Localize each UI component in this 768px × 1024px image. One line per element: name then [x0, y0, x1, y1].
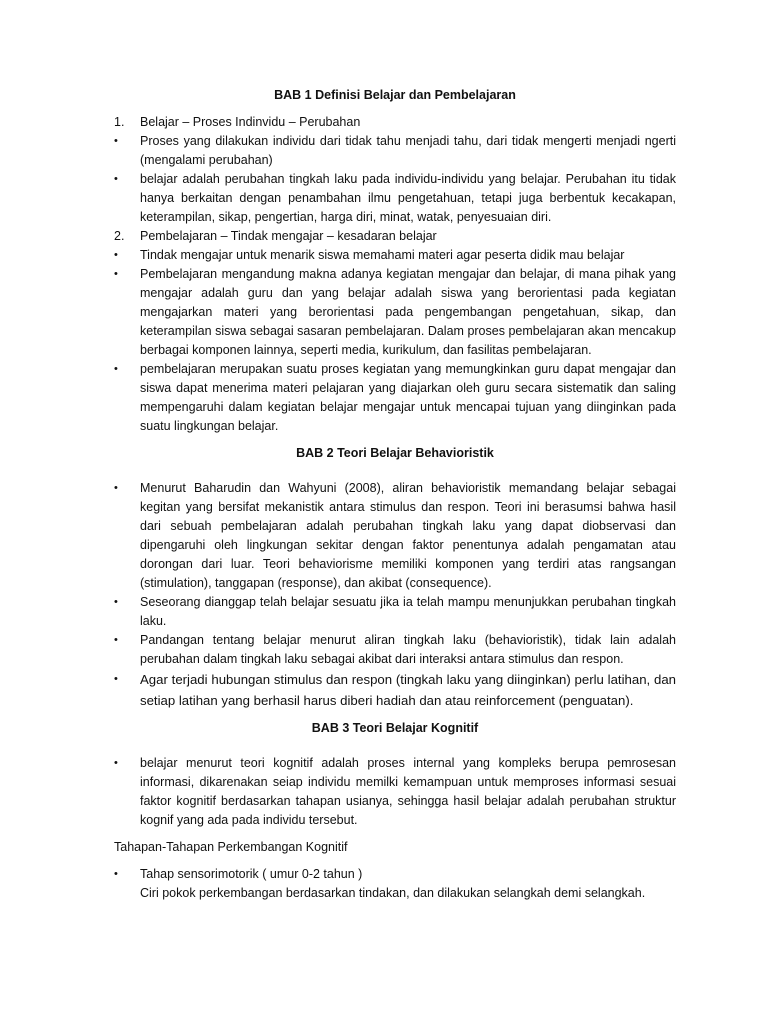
bullet-text: Menurut Baharudin dan Wahyuni (2008), aliran behavioristik memandang belajar sebagai kegitan yang bersifat mekanistik antara stimulus dan respon. Teori ini berasumsi bahwa hasil dari sebuah pembelajaran adalah perubahan tingkah laku yang dapat diobservasi dan dipengaruhi oleh lingkungan sekitar dengan faktor penentunya adalah pengamatan atau dorongan dari luar. Teori behaviorisme memiliki komponen yang terdiri atas rangsangan (stimulation), tanggapan (response), dan akibat (consequence).	[140, 481, 676, 590]
bullet-icon: •	[114, 868, 118, 880]
bullet-text: Pembelajaran mengandung makna adanya kegiatan mengajar dan belajar, di mana pihak yang mengajar adalah guru dan yang belajar adalah siswa yang berorientasi pada kegiatan mengajarkan materi yang berorientasi pada pengembangan pengetahuan, sikap, dan keterampilan siswa sebagai sasaran pembelajaran. Dalam proses pembelajaran akan mencakup berbagai komponen lainnya, seperti media, kurikulum, dan fasilitas pembelajaran.	[140, 267, 676, 357]
bullet-item	[114, 132, 676, 170]
bullet-text: Seseorang dianggap telah belajar sesuatu jika ia telah mampu menunjukkan perubahan tingkah laku.	[140, 595, 676, 628]
bullet-text: Agar terjadi hubungan stimulus dan respon (tingkah laku yang diinginkan) perlu latihan, dan setiap latihan yang berhasil harus diberi hadiah dan atau reinforcement (penguatan).	[140, 672, 676, 708]
bab2-heading: BAB 2 Teori Belajar Behavioristik	[296, 446, 494, 460]
bullet-item	[114, 754, 676, 830]
item-text: Belajar – Proses Indinvidu – Perubahan	[140, 115, 361, 129]
bullet-icon: •	[114, 757, 118, 769]
bullet-text: Proses yang dilakukan individu dari tidak tahu menjadi tahu, dari tidak mengerti menjadi ngerti (mengalami perubahan)	[140, 134, 676, 167]
item-number: 1.	[114, 115, 125, 129]
bullet-icon: •	[114, 268, 118, 280]
bullet-icon: •	[114, 634, 118, 646]
numbered-item-2	[114, 227, 676, 246]
bab1-heading: BAB 1 Definisi Belajar dan Pembelajaran	[274, 88, 516, 102]
bullet-item	[114, 669, 676, 711]
bullet-item	[114, 593, 676, 631]
bullet-icon: •	[114, 482, 118, 494]
bullet-item	[114, 170, 676, 227]
bullet-text: belajar adalah perubahan tingkah laku pada individu-individu yang belajar. Perubahan itu tidak hanya berkaitan dengan penambahan ilmu pengetahuan, tetapi juga berbentuk kecakapan, keterampilan, sikap, pengertian, harga diri, minat, watak, penyesuaian diri.	[140, 172, 676, 224]
bullet-text: belajar menurut teori kognitif adalah proses internal yang kompleks berupa pemrosesan informasi, dikarenakan seiap individu memilki kemampuan untuk memproses informasi sesuai faktor kognitif berdasarkan tahapan usianya, sehingga hasil belajar adalah perubahan struktur kognif yang ada pada individu tersebut.	[140, 756, 676, 827]
bullet-item	[114, 265, 676, 360]
bullet-text: Tindak mengajar untuk menarik siswa memahami materi agar peserta didik mau belajar	[140, 248, 625, 262]
bullet-item	[114, 246, 676, 265]
bullet-text: Tahap sensorimotorik ( umur 0-2 tahun )	[140, 867, 363, 881]
bullet-icon: •	[114, 673, 118, 685]
bullet-item	[114, 631, 676, 669]
item-text: Pembelajaran – Tindak mengajar – kesadaran belajar	[140, 229, 437, 243]
bullet-item	[114, 479, 676, 593]
bullet-icon: •	[114, 363, 118, 375]
bullet-item	[114, 360, 676, 436]
bullet-detail: Ciri pokok perkembangan berdasarkan tindakan, dan dilakukan selangkah demi selangkah.	[140, 886, 646, 900]
numbered-item-1	[114, 113, 676, 132]
bullet-icon: •	[114, 135, 118, 147]
bullet-text: pembelajaran merupakan suatu proses kegiatan yang memungkinkan guru dapat mengajar dan siswa dapat menerima materi pelajaran yang diajarkan oleh guru secara sistematik dan saling mempengaruhi dalam kegiatan belajar mengajar untuk mencapai tujuan yang diinginkan pada suatu lingkungan belajar.	[140, 362, 676, 433]
bullet-icon: •	[114, 249, 118, 261]
bullet-text: Pandangan tentang belajar menurut aliran tingkah laku (behavioristik), tidak lain adalah perubahan dalam tingkah laku sebagai akibat dari interaksi antara stimulus dan respon.	[140, 633, 676, 666]
bab3-heading: BAB 3 Teori Belajar Kognitif	[311, 721, 479, 735]
section-subheading: Tahapan-Tahapan Perkembangan Kognitif	[114, 840, 348, 854]
item-number: 2.	[114, 229, 125, 243]
document-page	[114, 86, 676, 903]
bullet-item	[114, 865, 676, 884]
bullet-icon: •	[114, 596, 118, 608]
bullet-icon: •	[114, 173, 118, 185]
